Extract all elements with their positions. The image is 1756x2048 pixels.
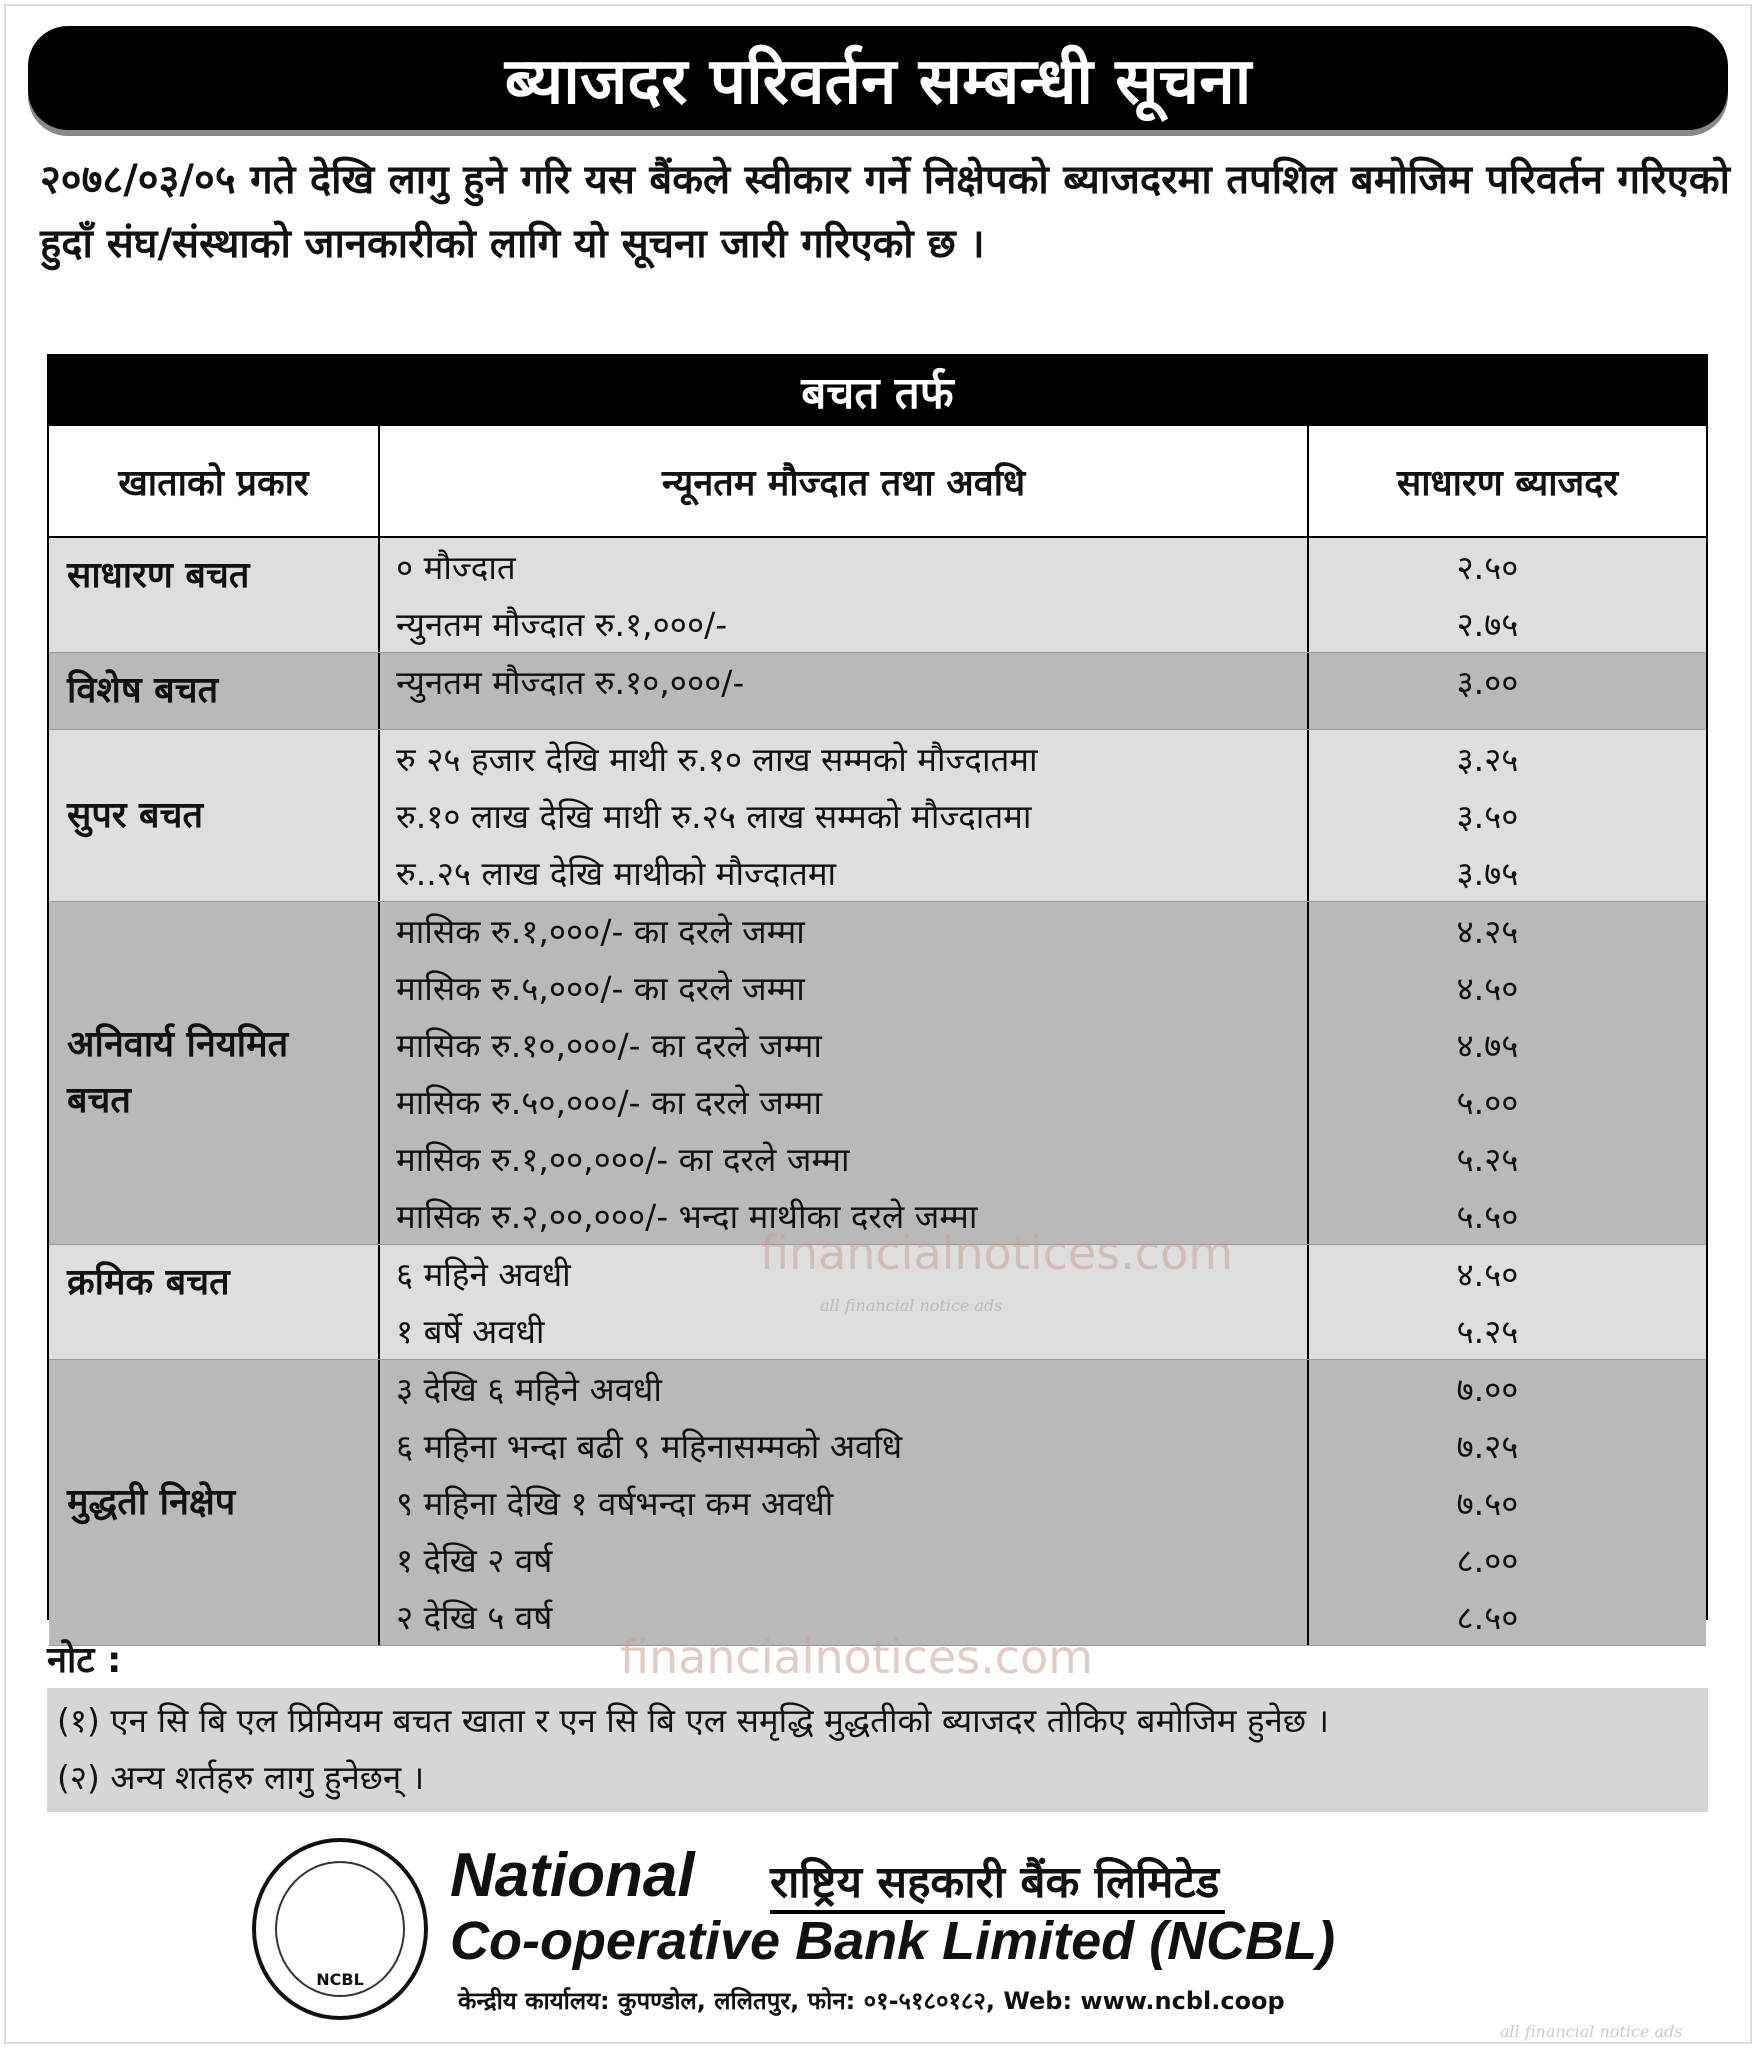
column-headers [49, 426, 1706, 538]
balance-term: न्युनतम मौज्दात रु.१०,०००/- [396, 663, 745, 702]
balance-term: २ देखि ५ वर्ष [396, 1598, 553, 1637]
interest-rate: ४.५० [1456, 1255, 1519, 1294]
account-type: सुपर बचत [49, 730, 380, 901]
note-label: नोट : [47, 1640, 122, 1681]
rate-column [1309, 538, 1706, 652]
account-group [49, 1360, 1706, 1646]
account-type: क्रमिक बचत [49, 1245, 380, 1359]
interest-rate: ५.२५ [1456, 1140, 1519, 1179]
notice-title: ब्याजदर परिवर्तन सम्बन्धी सूचना [28, 26, 1728, 130]
details-column [380, 730, 1309, 901]
balance-term: मासिक रु.५०,०००/- का दरले जम्मा [396, 1083, 822, 1122]
bank-address: केन्द्रीय कार्यालय: कुपण्डोल, ललितपुर, फोन: ०१-५१८०१८२, Web: www.ncbl.coop [458, 1987, 1285, 2015]
balance-term: ० मौज्दात [396, 548, 516, 587]
balance-term: ९ महिना देखि १ वर्षभन्दा कम अवधी [396, 1484, 834, 1523]
balance-term: मासिक रु.२,००,०००/- भन्दा माथीका दरले जम्मा [396, 1197, 978, 1236]
details-column [380, 1360, 1309, 1645]
header-min-balance: न्यूनतम मौज्दात तथा अवधि [380, 426, 1309, 536]
intro-paragraph: २०७८/०३/०५ गते देखि लागु हुने गरि यस बैंकले स्वीकार गर्ने निक्षेपको ब्याजदरमा तपशिल बमोजिम परिवर्तन गरिएको हुदाँ संघ/संस्थाको जानकारीको लागि यो सूचना जारी गरिएको छ । [40, 157, 1730, 267]
bank-logo [252, 1838, 428, 2020]
rate-column [1309, 653, 1706, 729]
watermark-sub: all financial notice ads [820, 1296, 1003, 1315]
interest-rate: ४.५० [1456, 969, 1519, 1008]
balance-term: १ देखि २ वर्ष [396, 1541, 553, 1580]
interest-rate: ५.२५ [1456, 1312, 1519, 1351]
note-item: (१) एन सि बि एल प्रिमियम बचत खाता र एन सि बि एल समृद्धि मुद्धतीको ब्याजदर तोकिए बमोजिम हुनेछ । [57, 1701, 1329, 1740]
interest-rate: ३.०० [1456, 663, 1519, 702]
details-column [380, 653, 1309, 729]
balance-term: मासिक रु.१०,०००/- का दरले जम्मा [396, 1026, 822, 1065]
note-item: (२) अन्य शर्तहरु लागु हुनेछन् । [57, 1758, 425, 1797]
table-body [49, 538, 1706, 1646]
balance-term: रु..२५ लाख देखि माथीको मौज्दातमा [396, 854, 837, 893]
balance-term: मासिक रु.१,०००/- का दरले जम्मा [396, 912, 805, 951]
interest-rate: ८.०० [1456, 1541, 1519, 1580]
balance-term: रु.१० लाख देखि माथी रु.२५ लाख सम्मको मौज्दातमा [396, 797, 1032, 836]
account-group [49, 538, 1706, 653]
bank-name-en-2: Co-operative Bank Limited (NCBL) [450, 1911, 1336, 1971]
details-column [380, 538, 1309, 652]
balance-term: ३ देखि ६ महिने अवधी [396, 1370, 662, 1409]
bank-name-en-1: National [450, 1841, 695, 1910]
interest-rate: ८.५० [1456, 1598, 1519, 1637]
interest-rate: ३.२५ [1456, 740, 1519, 779]
account-type: अनिवार्य नियमित बचत [49, 902, 380, 1244]
balance-term: रु २५ हजार देखि माथी रु.१० लाख सम्मको मौज्दातमा [396, 740, 1038, 779]
account-type: साधारण बचत [49, 538, 380, 652]
watermark: financialnotices.com [760, 1226, 1234, 1280]
interest-rate: २.५० [1456, 548, 1519, 587]
balance-term: न्युनतम मौज्दात रु.१,०००/- [396, 605, 728, 644]
header-account-type: खाताको प्रकार [49, 426, 380, 536]
rate-column [1309, 730, 1706, 901]
balance-term: मासिक रु.५,०००/- का दरले जम्मा [396, 969, 805, 1008]
interest-rate: ३.५० [1456, 797, 1519, 836]
logo-text: NCBL [275, 1861, 405, 1997]
interest-rate: ५.०० [1456, 1083, 1519, 1122]
rates-table [47, 354, 1708, 1637]
rate-column [1309, 1245, 1706, 1359]
bank-name-np: राष्ट्रिय सहकारी बैंक लिमिटेड [770, 1850, 1225, 1914]
account-type: मुद्धती निक्षेप [49, 1360, 380, 1645]
interest-rate: ४.२५ [1456, 912, 1519, 951]
rate-column [1309, 1360, 1706, 1645]
interest-rate: ३.७५ [1456, 854, 1519, 893]
balance-term: १ बर्षे अवधी [396, 1312, 545, 1351]
section-title: बचत तर्फ [49, 356, 1706, 426]
details-column [380, 902, 1309, 1244]
account-type: विशेष बचत [49, 653, 380, 729]
interest-rate: ४.७५ [1456, 1026, 1519, 1065]
header-rate: साधारण ब्याजदर [1396, 462, 1619, 504]
account-group [49, 653, 1706, 730]
watermark-sub: all financial notice ads [1500, 2022, 1683, 2041]
rate-column [1309, 902, 1706, 1244]
balance-term: ६ महिने अवधी [396, 1255, 571, 1294]
account-group [49, 902, 1706, 1245]
watermark: financialnotices.com [620, 1630, 1094, 1684]
interest-rate: ७.२५ [1456, 1427, 1519, 1466]
interest-rate: ५.५० [1456, 1197, 1519, 1236]
account-group [49, 730, 1706, 902]
interest-rate: २.७५ [1456, 605, 1519, 644]
balance-term: ६ महिना भन्दा बढी ९ महिनासम्मको अवधि [396, 1427, 903, 1466]
interest-rate: ७.५० [1456, 1484, 1519, 1523]
balance-term: मासिक रु.१,००,०००/- का दरले जम्मा [396, 1140, 850, 1179]
note-box [47, 1688, 1708, 1812]
interest-rate: ७.०० [1456, 1370, 1519, 1409]
